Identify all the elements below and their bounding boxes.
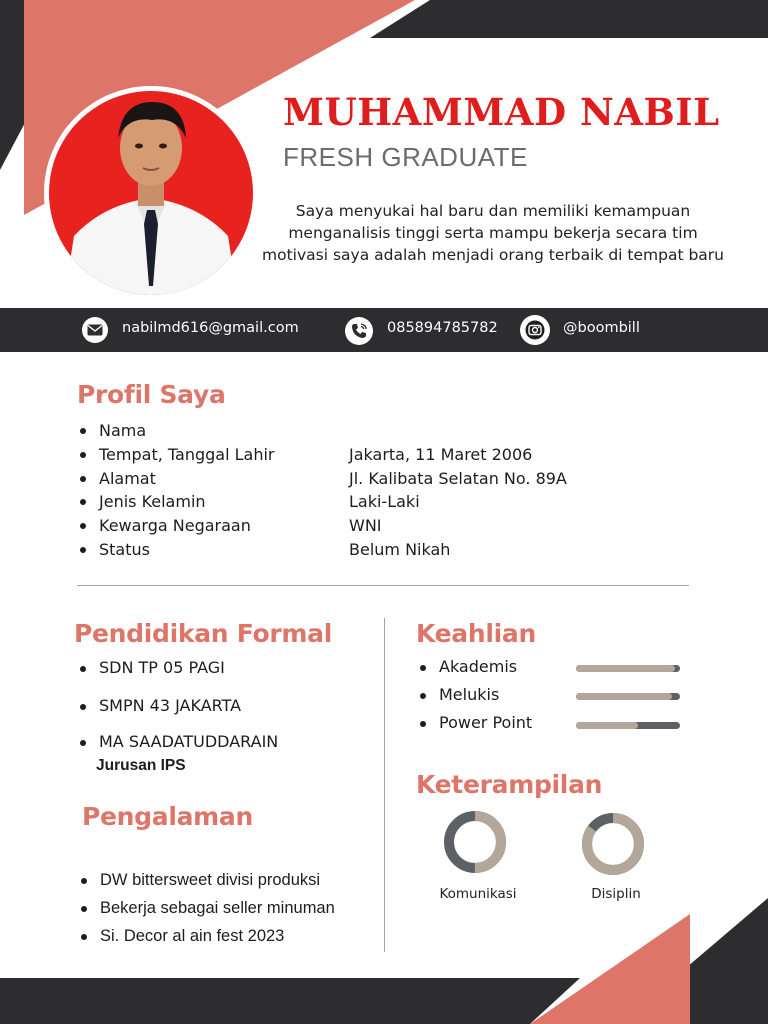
profile-label: Jenis Kelamin [77, 490, 275, 514]
skills-list [417, 657, 532, 741]
experience-item: Bekerja sebagai seller minuman [78, 898, 335, 926]
education-list [77, 658, 278, 754]
skill-bar-fill [576, 665, 675, 672]
experience-item: Si. Decor al ain fest 2023 [78, 926, 335, 954]
experience-list [78, 870, 335, 954]
phone-icon [345, 317, 373, 345]
candidate-name: MUHAMMAD NABIL [283, 90, 720, 134]
instagram-handle[interactable]: @boombill [563, 320, 640, 336]
profile-label: Tempat, Tanggal Lahir [77, 443, 275, 467]
profile-labels [77, 419, 275, 562]
education-heading: Pendidikan Formal [74, 619, 332, 648]
ring-chart-discipline [581, 812, 645, 876]
profile-label: Alamat [77, 467, 275, 491]
profile-photo [44, 86, 258, 300]
ring-label: Disiplin [591, 886, 641, 902]
bottom-salmon-triangle [530, 914, 690, 1024]
ring-chart-communication [443, 810, 507, 874]
skill-bar [576, 665, 680, 672]
bottom-left-dark-band [0, 978, 580, 1024]
skill-bar-fill [576, 693, 672, 700]
skill-bar [576, 722, 680, 729]
candidate-bio: Saya menyukai hal baru dan memiliki kemampuan menganalisis tinggi serta mampu bekerja secara tim motivasi saya adalah menjadi orang terbaik di tempat baru [262, 202, 724, 264]
profile-label: Nama [77, 419, 275, 443]
profile-label: Kewarga Negaraan [77, 514, 275, 538]
experience-heading: Pengalaman [82, 802, 253, 831]
profile-value: WNI [349, 516, 382, 536]
profile-value [349, 419, 567, 443]
skill-item: Akademis [417, 657, 532, 685]
profile-value: Laki-Laki [349, 492, 420, 512]
skill-item: Melukis [417, 685, 532, 713]
skill-item: Power Point [417, 713, 532, 741]
experience-item: DW bittersweet divisi produksi [78, 870, 335, 898]
education-major: Jurusan IPS [96, 757, 186, 774]
profile-heading: Profil Saya [77, 380, 226, 409]
profile-label: Status [77, 538, 275, 562]
ring-label: Komunikasi [439, 886, 517, 902]
soft-skills-heading: Keterampilan [416, 770, 603, 799]
column-divider [384, 618, 385, 952]
envelope-icon [82, 317, 108, 343]
profile-values [349, 419, 567, 562]
profile-value: Jakarta, 11 Maret 2006 [349, 444, 533, 464]
camera-icon [520, 315, 550, 345]
profile-value: Jl. Kalibata Selatan No. 89A [349, 468, 567, 488]
contact-bar [0, 308, 768, 352]
section-divider [77, 585, 689, 586]
skill-bar [576, 693, 680, 700]
profile-value: Belum Nikah [349, 539, 451, 559]
candidate-role: FRESH GRADUATE [283, 142, 528, 172]
phone-number[interactable]: 085894785782 [387, 320, 498, 336]
email-link[interactable]: nabilmd616@gmail.com [122, 320, 299, 336]
education-item: MA SAADATUDDARAIN [77, 732, 278, 754]
skill-bar-fill [576, 722, 638, 729]
education-item: SDN TP 05 PAGI [77, 658, 278, 696]
education-item: SMPN 43 JAKARTA [77, 696, 278, 732]
top-right-dark-band [370, 0, 768, 38]
skills-heading: Keahlian [416, 619, 536, 648]
